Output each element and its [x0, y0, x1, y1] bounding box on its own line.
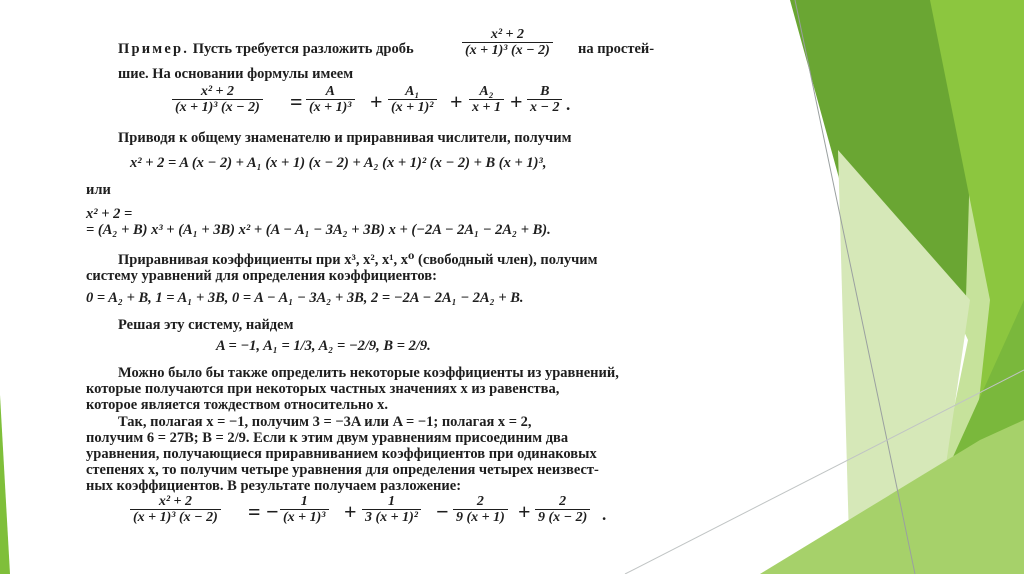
final-equals-minus: = − [248, 499, 279, 524]
final-lhs-denominator: (x + 1)³ (x − 2) [133, 510, 218, 526]
equate-coefficients-line: Приравнивая коэффициенты при x³, x², x¹, x⁰ (свободный член), получим [118, 252, 598, 268]
final-term-2-denominator: 3 (x + 1)² [365, 510, 418, 526]
final-term-1-denominator: (x + 1)³ [283, 510, 326, 526]
substitution-line-5: ных коэффициентов. В результате получаем разложение: [86, 478, 462, 494]
formula-intro-line: шие. На основании формулы имеем [118, 66, 354, 82]
polynomial-equation-lhs: x² + 2 = [86, 206, 133, 222]
final-minus: − [436, 499, 449, 524]
example-word: Пример. [118, 41, 190, 57]
alternative-method-line-2: которые получаются при некоторых частных значениях x из равенства, [86, 381, 560, 397]
final-term-3 [453, 494, 508, 525]
final-plus-1: + [344, 499, 357, 524]
example-intro-tail: на простей- [578, 41, 655, 57]
final-term-2 [362, 494, 421, 525]
eq1-term-a1-numerator: A₁ [405, 84, 420, 99]
system-of-equations-text: 0 = A₂ + B, 1 = A₁ + 3B, 0 = A − A₁ − 3A₂ + 3B, 2 = −2A − 2A₁ − 2A₂ + B. [86, 290, 524, 306]
eq1-lhs-numerator: x² + 2 [200, 84, 234, 99]
eq1-term-a1 [388, 84, 437, 115]
eq1-plus-1: + [370, 89, 383, 114]
eq1-term-a1-denominator: (x + 1)² [391, 100, 434, 116]
final-plus-2: + [518, 499, 531, 524]
final-period: . [602, 505, 607, 524]
eq1-plus-2: + [450, 89, 463, 114]
example-intro-line [118, 41, 414, 57]
substitution-line-3: уравнения, получающиеся приравниванием коэффициентов при одинаковых [86, 446, 597, 462]
system-of-equations [86, 290, 524, 306]
final-term-4-denominator: 9 (x − 2) [538, 510, 588, 526]
eq1-term-a2-numerator: A₂ [479, 84, 494, 99]
eq1-term-a [306, 84, 355, 115]
solution-values-text: A = −1, A₁ = 1/3, A₂ = −2/9, B = 2/9. [216, 338, 431, 354]
expanded-equation-text: x² + 2 = A (x − 2) + A₁ (x + 1) (x − 2) + A₂ (x + 1)² (x − 2) + B (x + 1)³, [130, 155, 547, 171]
eq1-lhs-denominator: (x + 1)³ (x − 2) [175, 100, 260, 116]
final-term-3-denominator: 9 (x + 1) [456, 510, 505, 526]
example-intro-text: Пусть требуется разложить дробь [192, 41, 414, 57]
or-word: или [86, 182, 111, 198]
eq1-period: . [566, 95, 571, 114]
substitution-line-1: Так, полагая x = −1, получим 3 = −3A или A = −1; полагая x = 2, [118, 414, 532, 430]
solution-values [216, 338, 431, 354]
final-term-1-numerator: 1 [300, 494, 308, 509]
common-denominator-line: Приводя к общему знаменателю и приравнивая числители, получим [118, 130, 572, 146]
expanded-equation [130, 155, 546, 171]
substitution-line-4: степенях x, то получим четыре уравнения для определения четырех неизвест- [86, 462, 599, 478]
final-term-2-numerator: 1 [388, 494, 395, 509]
eq1-term-a-numerator: A [325, 84, 335, 99]
given-fraction-denominator: (x + 1)³ (x − 2) [465, 43, 550, 59]
final-lhs-fraction [130, 494, 221, 525]
eq1-equals: = [290, 89, 303, 114]
alternative-method-line-1: Можно было бы также определить некоторые коэффициенты из уравнений, [118, 365, 619, 381]
eq1-plus-3: + [510, 89, 523, 114]
eq1-term-b [527, 84, 562, 115]
final-term-3-numerator: 2 [476, 494, 484, 509]
eq1-term-a-denominator: (x + 1)³ [309, 100, 352, 116]
final-term-4-numerator: 2 [559, 494, 567, 509]
polynomial-equation-rhs [86, 222, 551, 238]
given-fraction-numerator: x² + 2 [490, 27, 524, 42]
eq1-term-b-numerator: B [540, 84, 550, 99]
polynomial-equation-rhs-text: = (A₂ + B) x³ + (A₁ + 3B) x² + (A − A₁ − 3A₂ + 3B) x + (−2A − 2A₁ − 2A₂ + B). [86, 222, 551, 238]
final-term-4 [535, 494, 590, 525]
solving-line: Решая эту систему, найдем [118, 317, 294, 333]
system-intro-line: систему уравнений для определения коэффициентов: [86, 268, 437, 284]
eq1-term-a2-denominator: x + 1 [472, 100, 501, 116]
eq1-term-a2 [469, 84, 504, 115]
final-lhs-numerator: x² + 2 [158, 494, 192, 509]
final-term-1 [280, 494, 329, 525]
given-fraction [462, 27, 553, 58]
alternative-method-line-3: которое является тождеством относительно x. [86, 397, 388, 413]
substitution-line-2: получим 6 = 27B; B = 2/9. Если к этим двум уравнениям присоединим два [86, 430, 569, 446]
eq1-term-b-denominator: x − 2 [530, 100, 560, 116]
polynomial-equation-start [86, 206, 132, 222]
eq1-lhs-fraction [172, 84, 263, 115]
